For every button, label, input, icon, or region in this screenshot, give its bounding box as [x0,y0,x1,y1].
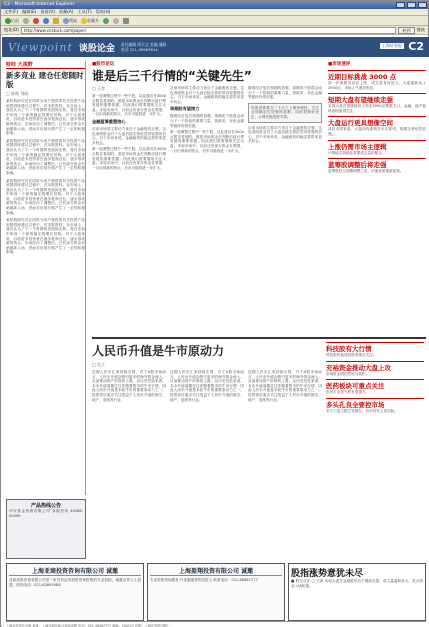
market-comment-body: ■ 股市点评 □ 天津 本周大盘在金融股带动下继续走强，成交量温和放大，显示资金入场积极。 [291,579,423,588]
page-number: C2 [408,40,424,53]
right-item-title[interactable]: 短期大盘有望继续走强 [328,93,426,104]
print-icon [123,18,129,24]
right-item-body: 蓝筹股经过前期调整之后，估值优势重新显现。 [328,169,404,174]
masthead-meta [121,42,166,52]
left-headline[interactable]: 新多竞业 建仓任您随时版 [6,71,84,89]
main-quote-box [248,103,322,123]
masthead-paper-name: 上海证券报 [382,43,402,48]
right-item-title[interactable]: 近期目标挑战 3000 点 [328,70,426,81]
second-byline: □ 孔立 [92,362,106,367]
menu-help[interactable]: 帮助(H) [95,9,111,14]
main-col-2 [170,86,244,170]
main-body-1: 第一轮调整过程中一些个股，以及我们在3000点附近看到的，都是市场资金在判断后续行情发展的重要依据。因此我们需要继续关注大盘。本轮市场中，目前还有部分资金在观望，一旦出现新的热点，后市可能将进一步扩大。 [92,94,166,117]
main-subhead-1: 金融蓝筹重塑信心 [92,118,126,124]
window-title: C2 - Microsoft Internet Explorer [4,2,75,7]
search-label: 搜索 [69,17,77,23]
menu-file[interactable]: 文件(F) [4,9,19,14]
right-item-title[interactable]: 多头孔良全要控市场 [326,398,424,409]
refresh-icon [43,18,49,24]
main-subhead-2: 周期股有望接力 [170,106,200,112]
main-body-6: 目前市场的主要动力来自于金融股的走强，这也表明资金对于大盘后续走势依然有较强的信心。对于市场来说，金融板块的稳定将带来更多机会。 [248,125,322,144]
masthead-meta-1: 责任编辑 周天文 美编 潘静 [120,42,167,47]
address-bar [1,26,428,35]
right-item-body: 多方力量占据主导地位，后市仍有上攻空间。 [326,408,398,413]
masthead-meta-2: 电话 021-38967614 [120,47,158,52]
right-item-title[interactable]: 科技股有大行情 [326,342,424,353]
title-bar [1,1,428,9]
mail-button[interactable] [112,17,120,25]
right-item-body: 医药行业景气度有望提升。 [326,390,370,395]
bottom-ads [6,563,426,621]
address-input[interactable]: http://www.cnstock.com/paper/ [21,27,396,34]
main-body-2b: 第一轮调整过程中一些个股，以及我们在3000点附近看到的，都是市场资金在判断后续行情发展的重要依据。因此我们需要继续关注大盘。本轮市场中，目前还有部分资金在观望，一旦出现新的热点，后市可能将进一步扩大。 [92,147,166,170]
forward-arrow-icon [23,18,29,24]
minimize-button[interactable] [396,2,405,8]
address-label: 地址(D) [4,27,19,32]
links-label[interactable]: 链接 [416,27,425,32]
left-section-label: 财经 大视野 [6,61,85,69]
main-body-4: 随着经济复苏预期的加强，周期类个股将会成为下一个阶段的重要力量，资源类、有色金属等板块有望走强。 [170,114,244,128]
right-item-body: 科技板块值得投资者重点关注。 [326,353,377,357]
menu-view[interactable]: 查看(V) [40,9,55,14]
masthead [2,37,429,57]
toolbar [1,16,428,26]
right-item-body: 周一沪深股市双双上涨，成交量有所放大，大盘重新站上2900点，市场人气逐步恢复。 [328,81,426,90]
maximize-button[interactable] [407,2,416,8]
menu-edit[interactable]: 编辑(E) [22,9,37,14]
masthead-cn: 谈股论金 [78,43,115,54]
main-col-3 [248,86,322,170]
refresh-button[interactable] [42,17,50,25]
right-kicker: ■市场速评 [328,62,351,67]
ad-yingxiang[interactable] [147,563,285,621]
right-item-title[interactable]: 大盘运行更具想像空间 [328,116,426,127]
main-headline[interactable]: 谁是后三千行情的“关键先生” [92,69,252,83]
market-comment [288,563,426,621]
mail-icon [113,18,119,24]
page-viewport [2,37,429,627]
masthead-en: Viewpoint [8,40,73,54]
favorites-button[interactable] [80,17,100,25]
second-body-3: 近期人民币汇率持续走强，对于A股市场而言，人民币升值会吸引更多的海外资金流入，从而推动资产价格的上涨。从历史经验来看，本币升值周期往往伴随着股市的牛市行情，因此人民币升值是本轮牛市的重要原动力之一。投资者应重点关注受益于人民币升值的航空、地产、造纸等行业。 [248,370,322,402]
right-item-title[interactable]: 上涨仍需市场主逻辑 [328,140,426,151]
ad-yingxiang-title: 上海盈翔投资有限公司 诚邀 [150,566,282,576]
page-footer: 上海证券报社出版 地址：上海市浦东新区杨高南路 电话：021-38967777 邮编：200127 印刷：上海证券报印刷厂 [6,621,426,627]
back-label: 后退 [11,17,19,23]
menu-tools[interactable]: 工具(T) [77,9,92,14]
main-col-1 [92,86,166,170]
main-body-5: 随着经济复苏预期的加强，周期类个股将会成为下一个阶段的重要力量，资源类、有色金属等板块有望走强。 [248,86,322,100]
ad-yingxiang-body: 专业投资咨询服务 只征服地带的投资人 联系电话：021-68887777 [150,578,258,582]
main-body-2: 目前市场的主要动力来自于金融股的走强，这也表明资金对于大盘后续走势依然有较强的信心。对于市场来说，金融板块的稳定将带来更多机会。 [92,126,166,145]
menu-favorites[interactable]: 收藏(A) [58,9,74,14]
main-byline: □ 王彦 [92,86,106,91]
search-button[interactable] [62,17,78,25]
right-item-title[interactable]: 医药板块可重点关注 [326,379,424,390]
market-comment-title[interactable]: 股指涨势意犹未尽 [291,569,364,579]
second-columns [92,370,322,402]
menu-bar [1,9,428,16]
ad-yashang[interactable] [6,563,144,621]
right-item-body: 行情能否持续还需要成交量的配合。 [328,150,386,155]
right-item-body: 本周大盘有望继续向上冲击3000点整数关口，金融、地产板块表现值得关注。 [328,104,426,113]
second-body-2: 近期人民币汇率持续走强，对于A股市场而言，人民币升值会吸引更多的海外资金流入，从而推动资产价格的上涨。从历史经验来看，本币升值周期往往伴随着股市的牛市行情，因此人民币升值是本轮牛市的重要原动力之一。投资者应重点关注受益于人民币升值的航空、地产、造纸等行业。 [170,370,244,402]
ad-yashang-title: 上海亚商投资咨询有限公司 诚邀 [9,566,141,576]
main-quote: 投资者需要在三千点之上保持理性，关注业绩确定性较强的品种，同时控制好仓位，合理安排投资节奏。 [251,105,319,119]
second-headline[interactable]: 人民币升值是牛市原动力 [92,344,225,358]
left-body-cont: 某机构研究员在同时为用户提供的有关投资产品和提供商建议过程中，对本报资料。在市场上，我们认为了下一个时期的发展和走势，将在市场中形成一个新的稳定的增长结构。对于大盘来说，目前更多投资者在逐步提高仓位，逐步形成新的热点。市场经历了调整后，已有部分资金开始重新入场，进而对后续行情产生了一定的积极影响。 [6,138,85,175]
main-body-3: 目前市场的主要动力来自于金融股的走强，这也表明资金对于大盘后续走势依然有较强的信心。对于市场来说，金融板块的稳定将带来更多机会。 [170,86,244,104]
back-button[interactable] [4,17,20,25]
forward-button[interactable] [22,17,30,25]
second-article-main [92,339,322,413]
left-byline: □ 陈秋 刘政 [6,91,29,96]
left-body-cont-3: 某机构研究员在同时为用户提供的有关投资产品和提供商建议过程中，对本报资料。在市场上，我们认为了下一个时期的发展和走势，将在市场中形成一个新的稳定的增长结构。对于大盘来说，目前更多投资者在逐步提高仓位，逐步形成新的热点。市场经历了调整后，已有部分资金开始重新入场，进而对后续行情产生了一定的积极影响。 [6,218,85,255]
right-item-title[interactable]: 充裕资金推动大盘上攻 [326,361,424,372]
main-body-4b: 第一轮调整过程中一些个股，以及我们在3000点附近看到的，都是市场资金在判断后续行情发展的重要依据。因此我们需要继续关注大盘。本轮市场中，目前还有部分资金在观望，一旦出现新的热点，后市可能将进一步扩大。 [170,130,244,153]
main-article [92,61,322,170]
favorites-label: 收藏夹 [87,17,99,23]
second-right [326,339,424,413]
home-icon [53,18,59,24]
left-ad-title: 产品热线公告 [30,503,61,509]
left-column [6,61,86,495]
history-button[interactable] [102,17,110,25]
close-button[interactable] [418,2,427,8]
second-body-1: 近期人民币汇率持续走强，对于A股市场而言，人民币升值会吸引更多的海外资金流入，从而推动资产价格的上涨。从历史经验来看，本币升值周期往往伴随着股市的牛市行情，因此人民币升值是本轮牛市的重要原动力之一。投资者应重点关注受益于人民币升值的航空、地产、造纸等行业。 [92,370,166,402]
print-button[interactable] [122,17,130,25]
right-item-title[interactable]: 蓝筹股调整后将走强 [328,158,426,169]
history-icon [103,18,109,24]
stop-button[interactable] [32,17,40,25]
go-button[interactable]: 转到 [398,27,414,34]
right-item-body: 从技术面来看，大盘均线系统呈多头排列，短期走势依然较强。 [328,127,426,136]
second-article-layout [92,339,426,413]
left-ad-body: 华安基金管理有限公司 客服热线 40088-50099 [9,509,83,518]
main-kicker: ■股市论坛 [92,62,115,67]
right-column [328,61,426,174]
second-article [92,337,426,413]
home-button[interactable] [52,17,60,25]
left-body-cont-2: 某机构研究员在同时为用户提供的有关投资产品和提供商建议过程中，对本报资料。在市场上，我们认为了下一个时期的发展和走势，将在市场中形成一个新的稳定的增长结构。对于大盘来说，目前更多投资者在逐步提高仓位，逐步形成新的热点。市场经历了调整后，已有部分资金开始重新入场，进而对后续行情产生了一定的积极影响。 [6,178,85,215]
left-body: 某机构研究员在同时为用户提供的有关投资产品和提供商建议过程中，对本报资料。在市场上，我们认为了下一个时期的发展和走势，将在市场中形成一个新的稳定的增长结构。对于大盘来说，目前更多投资者在逐步提高仓位，逐步形成新的热点。市场经历了调整后，已有部分资金开始重新入场，进而对后续行情产生了一定的积极影响。 [6,99,85,136]
main-columns [92,86,322,170]
ad-yashang-body: 亚商投资咨询有限公司是一家具有证券投资咨询资格的专业机构，诚邀各界人士加盟。热线电话：021-63895588 [9,578,141,587]
stop-icon [33,18,39,24]
right-item-body: 市场资金面依然较为宽松。 [326,371,370,376]
left-ad-box [6,499,86,559]
